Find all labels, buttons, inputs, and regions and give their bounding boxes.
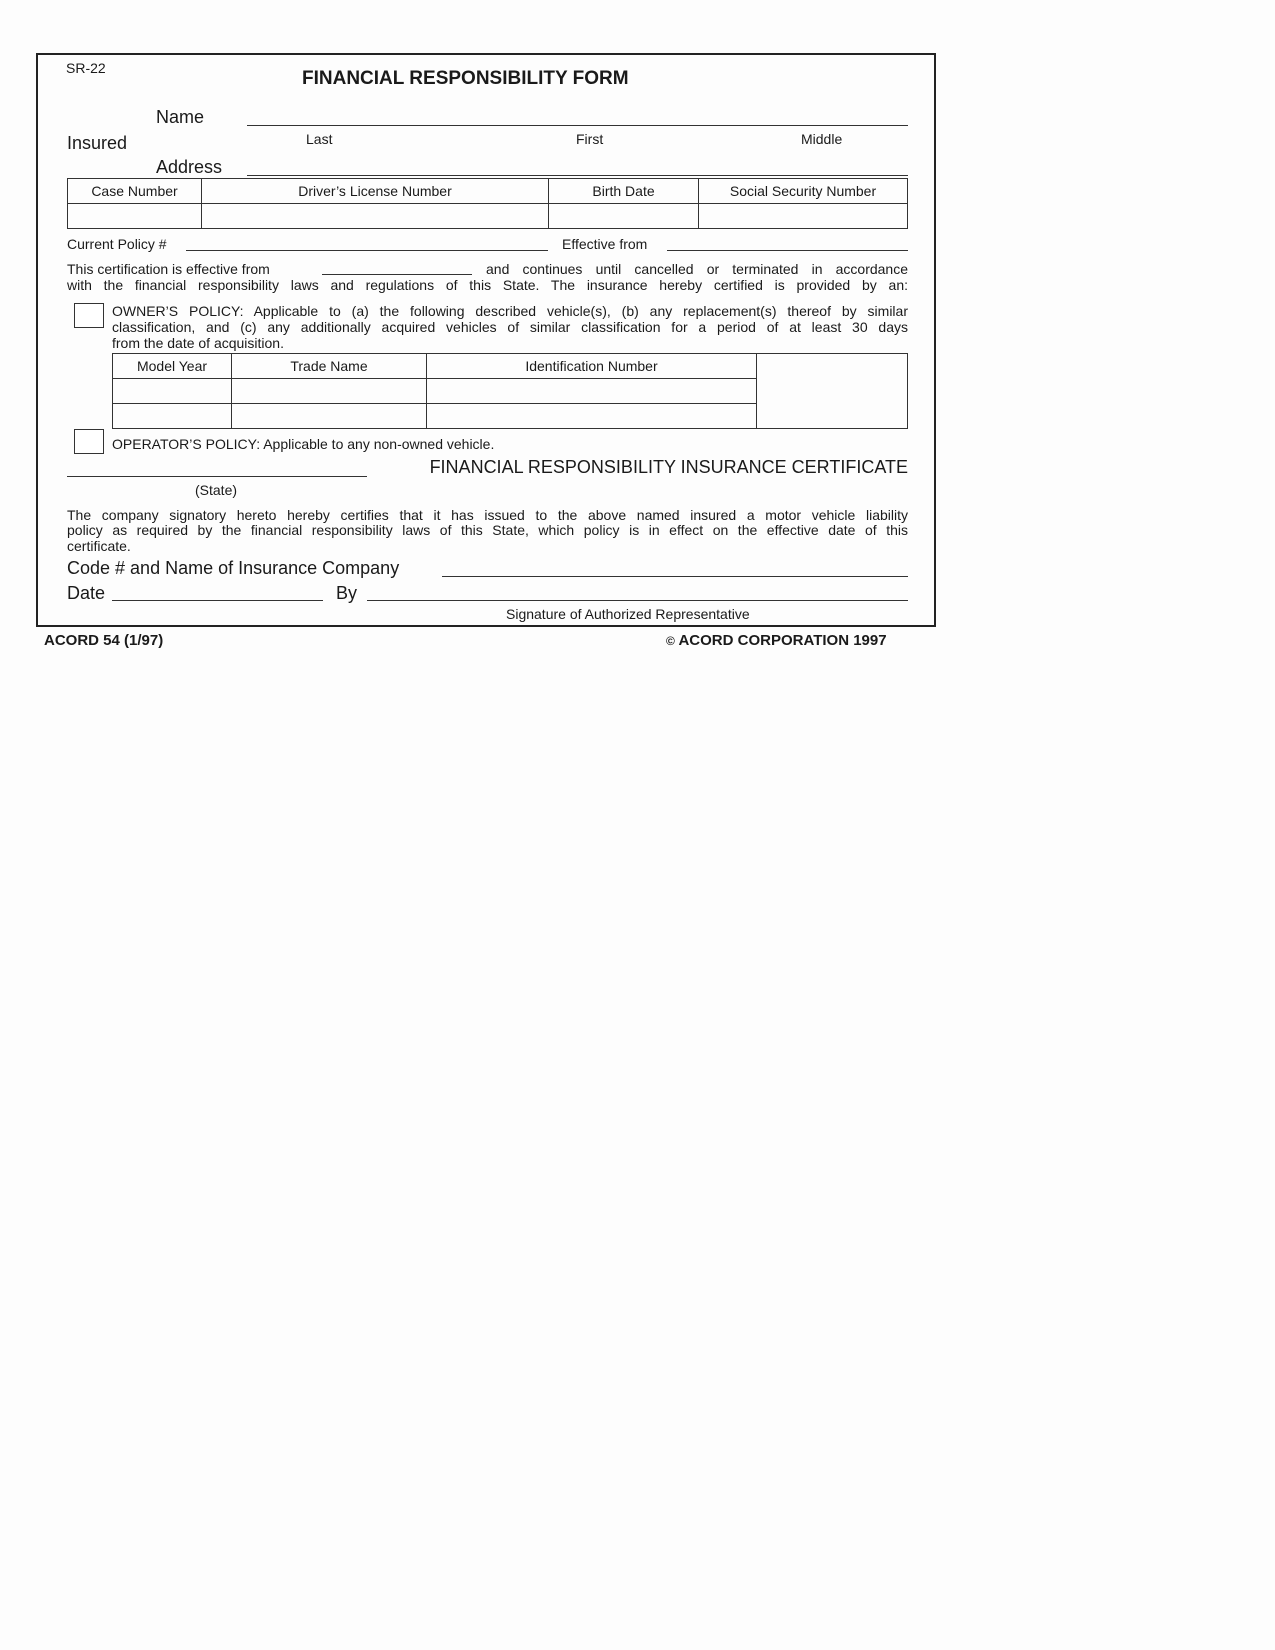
- effective-from-field[interactable]: [667, 250, 908, 251]
- insured-id-table: [67, 178, 908, 229]
- state-label: (State): [195, 482, 238, 498]
- vehicle-extra-cell[interactable]: [757, 354, 908, 429]
- state-field[interactable]: [67, 476, 367, 477]
- form-id: ACORD 54 (1/97): [44, 632, 164, 649]
- owners-policy-line1: OWNER’S POLICY: Applicable to (a) the following described vehicle(s), (b) any replacement(s) thereof by similar: [112, 303, 908, 319]
- trade-name-cell[interactable]: [232, 404, 427, 429]
- signature-label: Signature of Authorized Representative: [506, 606, 750, 622]
- model-year-cell[interactable]: [113, 404, 232, 429]
- current-policy-field[interactable]: [186, 250, 548, 251]
- date-label: Date: [67, 583, 106, 603]
- copyright-line: [666, 632, 887, 649]
- name-part-first: First: [576, 131, 604, 147]
- certificate-title: FINANCIAL RESPONSIBILITY INSURANCE CERTIFICATE: [429, 457, 908, 477]
- insurance-company-field[interactable]: [442, 576, 908, 577]
- birth-date-header: Birth Date: [549, 179, 699, 204]
- signature-field[interactable]: [367, 600, 908, 601]
- owners-policy-line2: classification, and (c) any additionally acquired vehicles of similar classification for a period of at least 30 days: [112, 319, 908, 335]
- identification-number-cell[interactable]: [427, 404, 757, 429]
- trade-name-header: Trade Name: [232, 354, 427, 379]
- address-label: Address: [156, 157, 223, 177]
- cert-text-start: This certification is effective from: [67, 261, 270, 277]
- company-text-line2: policy as required by the financial responsibility laws of this State, which policy is in effect on the effective date of this: [67, 522, 908, 538]
- cert-text-continue: and continues until cancelled or terminated in accordance: [486, 261, 908, 277]
- case-number-cell[interactable]: [68, 204, 202, 229]
- cert-text-line2: with the financial responsibility laws and regulations of this State. The insurance hereby certified is provided by an:: [67, 277, 908, 293]
- trade-name-cell[interactable]: [232, 379, 427, 404]
- owners-policy-line3: from the date of acquisition.: [112, 335, 284, 351]
- ssn-header: Social Security Number: [699, 179, 908, 204]
- effective-from-label: Effective from: [562, 236, 648, 252]
- copyright-text: ACORD CORPORATION 1997: [678, 632, 887, 649]
- operators-policy-checkbox[interactable]: [74, 429, 104, 454]
- operators-policy-text: OPERATOR’S POLICY: Applicable to any non-owned vehicle.: [112, 436, 495, 452]
- identification-number-cell[interactable]: [427, 379, 757, 404]
- form-title: FINANCIAL RESPONSIBILITY FORM: [302, 68, 629, 89]
- cert-effective-field[interactable]: [322, 274, 472, 275]
- case-number-header: Case Number: [68, 179, 202, 204]
- drivers-license-header: Driver’s License Number: [202, 179, 549, 204]
- model-year-cell[interactable]: [113, 379, 232, 404]
- date-field[interactable]: [112, 600, 323, 601]
- current-policy-label: Current Policy #: [67, 236, 167, 252]
- by-label: By: [336, 583, 358, 603]
- drivers-license-cell[interactable]: [202, 204, 549, 229]
- model-year-header: Model Year: [113, 354, 232, 379]
- address-field[interactable]: [247, 175, 908, 176]
- name-field[interactable]: [247, 125, 908, 126]
- code-name-label: Code # and Name of Insurance Company: [67, 558, 400, 578]
- insured-label: Insured: [67, 133, 128, 153]
- identification-number-header: Identification Number: [427, 354, 757, 379]
- company-text-line3: certificate.: [67, 538, 131, 554]
- name-part-last: Last: [306, 131, 333, 147]
- vehicle-table: [112, 353, 908, 429]
- name-label: Name: [156, 107, 205, 127]
- owners-policy-checkbox[interactable]: [74, 303, 104, 328]
- form-code: SR-22: [66, 60, 106, 76]
- ssn-cell[interactable]: [699, 204, 908, 229]
- birth-date-cell[interactable]: [549, 204, 699, 229]
- company-text-line1: The company signatory hereto hereby certifies that it has issued to the above named insured a motor vehicle liability: [67, 507, 908, 523]
- name-part-middle: Middle: [801, 131, 843, 147]
- copyright-icon: ©: [666, 634, 675, 648]
